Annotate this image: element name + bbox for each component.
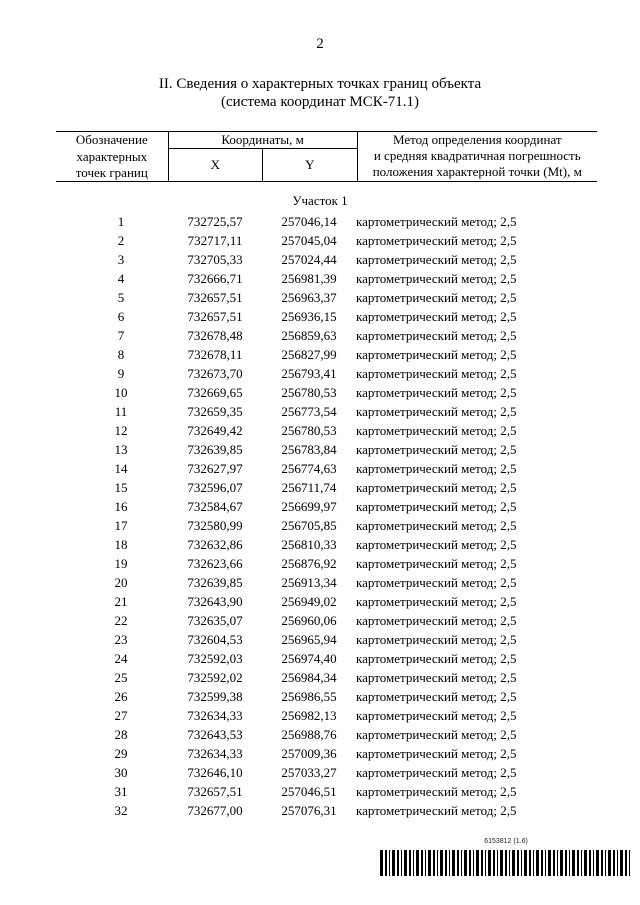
parcel-section-title: Участок 1	[292, 193, 348, 208]
x-coordinate: 732592,03	[187, 651, 243, 666]
method-cell: картометрический метод; 2,5	[356, 366, 517, 381]
table-row	[0, 250, 640, 269]
point-number: 7	[117, 328, 125, 343]
section-title-heading: II. Сведения о характерных точках границ объекта	[158, 76, 482, 92]
x-coordinate: 732657,51	[187, 784, 243, 799]
x-coordinate: 732678,48	[187, 328, 243, 343]
point-number: 23	[114, 632, 128, 647]
method-cell: картометрический метод; 2,5	[356, 290, 517, 305]
table-row	[0, 421, 640, 440]
y-coordinate: 256780,53	[281, 385, 337, 400]
method-cell: картометрический метод; 2,5	[356, 252, 517, 267]
y-coordinate: 256965,94	[281, 632, 337, 647]
method-cell: картометрический метод; 2,5	[356, 480, 517, 495]
method-cell: картометрический метод; 2,5	[356, 803, 517, 818]
x-coordinate: 732635,07	[187, 613, 243, 628]
table-row	[0, 573, 640, 592]
method-cell: картометрический метод; 2,5	[356, 727, 517, 742]
point-number: 5	[117, 290, 125, 305]
point-number: 10	[114, 385, 128, 400]
y-coordinate: 256780,53	[281, 423, 337, 438]
y-coordinate: 256986,55	[281, 689, 337, 704]
y-header: Y	[263, 149, 357, 182]
x-coordinate: 732646,10	[187, 765, 243, 780]
method-cell: картометрический метод; 2,5	[356, 518, 517, 533]
method-cell: картометрический метод; 2,5	[356, 271, 517, 286]
designation-header-line1: Обозначение	[56, 132, 168, 149]
table-row	[0, 440, 640, 459]
y-coordinate: 256963,37	[281, 290, 337, 305]
x-coordinate: 732639,85	[187, 442, 243, 457]
document-code: 6153812 (1.6)	[484, 838, 528, 845]
x-coordinate: 732639,85	[187, 575, 243, 590]
table-row	[0, 782, 640, 801]
y-coordinate: 257033,27	[281, 765, 337, 780]
table-row	[0, 763, 640, 782]
x-coordinate: 732599,38	[187, 689, 243, 704]
point-number: 17	[114, 518, 128, 533]
coordinates-header: Координаты, м	[168, 132, 357, 149]
points-table-header	[56, 131, 597, 182]
point-number: 21	[114, 594, 128, 609]
point-number: 19	[114, 556, 128, 571]
y-coordinate: 256774,63	[281, 461, 337, 476]
method-cell: картометрический метод; 2,5	[356, 423, 517, 438]
table-row	[0, 592, 640, 611]
table-row	[0, 231, 640, 250]
x-coordinate: 732717,11	[187, 233, 243, 248]
y-coordinate: 257045,04	[281, 233, 337, 248]
x-coordinate: 732596,07	[187, 480, 243, 495]
table-row	[0, 459, 640, 478]
table-row	[0, 212, 640, 231]
method-header-line2: и средняя квадратичная погрешность	[373, 148, 581, 164]
y-coordinate: 256913,34	[281, 575, 337, 590]
point-number: 14	[114, 461, 128, 476]
method-cell: картометрический метод; 2,5	[356, 746, 517, 761]
y-coordinate: 256876,92	[281, 556, 337, 571]
y-coordinate: 256827,99	[281, 347, 337, 362]
method-cell: картометрический метод; 2,5	[356, 594, 517, 609]
point-number: 3	[117, 252, 125, 267]
table-row	[0, 497, 640, 516]
method-cell: картометрический метод; 2,5	[356, 328, 517, 343]
table-row	[0, 478, 640, 497]
point-number: 8	[117, 347, 125, 362]
y-coordinate: 256981,39	[281, 271, 337, 286]
method-cell: картометрический метод; 2,5	[356, 670, 517, 685]
x-coordinate: 732669,65	[187, 385, 243, 400]
y-coordinate: 256711,74	[281, 480, 337, 495]
point-number: 24	[114, 651, 128, 666]
point-number: 27	[114, 708, 128, 723]
coordinate-system-subtitle: (система координат МСК-71.1)	[220, 94, 420, 110]
y-coordinate: 256988,76	[281, 727, 337, 742]
x-coordinate: 732725,57	[187, 214, 243, 229]
x-coordinate: 732623,66	[187, 556, 243, 571]
y-coordinate: 256783,84	[281, 442, 337, 457]
method-cell: картометрический метод; 2,5	[356, 233, 517, 248]
point-number: 6	[117, 309, 125, 324]
point-number: 12	[114, 423, 128, 438]
point-number: 32	[114, 803, 128, 818]
x-coordinate: 732659,35	[187, 404, 243, 419]
point-number: 15	[114, 480, 128, 495]
y-coordinate: 257046,14	[281, 214, 337, 229]
table-row	[0, 744, 640, 763]
table-row	[0, 554, 640, 573]
point-number: 2	[117, 233, 125, 248]
barcode-icon	[380, 850, 632, 876]
method-cell: картометрический метод; 2,5	[356, 309, 517, 324]
table-row	[0, 725, 640, 744]
y-coordinate: 257024,44	[281, 252, 337, 267]
table-row	[0, 611, 640, 630]
x-coordinate: 732649,42	[187, 423, 243, 438]
x-coordinate: 732657,51	[187, 290, 243, 305]
x-coordinate: 732632,86	[187, 537, 243, 552]
point-number: 25	[114, 670, 128, 685]
page-number: 2	[316, 36, 324, 52]
point-number: 1	[117, 214, 125, 229]
method-cell: картометрический метод; 2,5	[356, 214, 517, 229]
method-cell: картометрический метод; 2,5	[356, 556, 517, 571]
x-coordinate: 732705,33	[187, 252, 243, 267]
method-cell: картометрический метод; 2,5	[356, 689, 517, 704]
point-number: 11	[114, 404, 128, 419]
y-coordinate: 256773,54	[281, 404, 337, 419]
x-coordinate: 732673,70	[187, 366, 243, 381]
point-number: 13	[114, 442, 128, 457]
x-coordinate: 732627,97	[187, 461, 243, 476]
table-row	[0, 649, 640, 668]
point-number: 20	[114, 575, 128, 590]
point-number: 31	[114, 784, 128, 799]
method-cell: картометрический метод; 2,5	[356, 442, 517, 457]
method-cell: картометрический метод; 2,5	[356, 575, 517, 590]
method-header	[357, 132, 597, 182]
table-row	[0, 345, 640, 364]
x-coordinate: 732634,33	[187, 708, 243, 723]
point-number: 29	[114, 746, 128, 761]
x-coordinate: 732604,53	[187, 632, 243, 647]
y-coordinate: 256960,06	[281, 613, 337, 628]
x-coordinate: 732584,67	[187, 499, 243, 514]
method-cell: картометрический метод; 2,5	[356, 708, 517, 723]
table-row	[0, 801, 640, 820]
y-coordinate: 256705,85	[281, 518, 337, 533]
point-number: 9	[117, 366, 125, 381]
point-number: 4	[117, 271, 125, 286]
y-coordinate: 256974,40	[281, 651, 337, 666]
method-cell: картометрический метод; 2,5	[356, 651, 517, 666]
designation-header-line3: точек границ	[56, 165, 168, 182]
table-row	[0, 516, 640, 535]
designation-header-line2: характерных	[56, 149, 168, 165]
y-coordinate: 256793,41	[281, 366, 337, 381]
method-header-line1: Метод определения координат	[392, 132, 562, 148]
method-cell: картометрический метод; 2,5	[356, 613, 517, 628]
x-coordinate: 732643,53	[187, 727, 243, 742]
method-cell: картометрический метод; 2,5	[356, 499, 517, 514]
point-number: 30	[114, 765, 128, 780]
x-coordinate: 732643,90	[187, 594, 243, 609]
table-row	[0, 288, 640, 307]
x-coordinate: 732580,99	[187, 518, 243, 533]
method-cell: картометрический метод; 2,5	[356, 537, 517, 552]
point-number: 18	[114, 537, 128, 552]
point-number: 22	[114, 613, 128, 628]
table-row	[0, 535, 640, 554]
y-coordinate: 256810,33	[281, 537, 337, 552]
x-coordinate: 732678,11	[187, 347, 243, 362]
point-number: 16	[114, 499, 128, 514]
y-coordinate: 257076,31	[281, 803, 337, 818]
y-coordinate: 257046,51	[281, 784, 337, 799]
method-cell: картометрический метод; 2,5	[356, 784, 517, 799]
y-coordinate: 257009,36	[281, 746, 337, 761]
table-row	[0, 687, 640, 706]
y-coordinate: 256982,13	[281, 708, 337, 723]
y-coordinate: 256984,34	[281, 670, 337, 685]
y-coordinate: 256936,15	[281, 309, 337, 324]
point-number: 26	[114, 689, 128, 704]
method-cell: картометрический метод; 2,5	[356, 385, 517, 400]
x-coordinate: 732634,33	[187, 746, 243, 761]
table-row	[0, 630, 640, 649]
method-cell: картометрический метод; 2,5	[356, 765, 517, 780]
table-row	[0, 383, 640, 402]
y-coordinate: 256699,97	[281, 499, 337, 514]
table-row	[0, 402, 640, 421]
method-cell: картометрический метод; 2,5	[356, 404, 517, 419]
table-row	[0, 668, 640, 687]
table-row	[0, 307, 640, 326]
table-row	[0, 364, 640, 383]
x-coordinate: 732666,71	[187, 271, 243, 286]
table-row	[0, 706, 640, 725]
table-row	[0, 269, 640, 288]
table-row	[0, 326, 640, 345]
x-coordinate: 732677,00	[187, 803, 243, 818]
x-header: X	[168, 149, 262, 182]
method-cell: картометрический метод; 2,5	[356, 632, 517, 647]
x-coordinate: 732592,02	[187, 670, 243, 685]
method-header-line3: положения характерной точки (Mt), м	[372, 164, 582, 180]
point-number: 28	[114, 727, 128, 742]
x-coordinate: 732657,51	[187, 309, 243, 324]
y-coordinate: 256859,63	[281, 328, 337, 343]
method-cell: картометрический метод; 2,5	[356, 461, 517, 476]
y-coordinate: 256949,02	[281, 594, 337, 609]
method-cell: картометрический метод; 2,5	[356, 347, 517, 362]
